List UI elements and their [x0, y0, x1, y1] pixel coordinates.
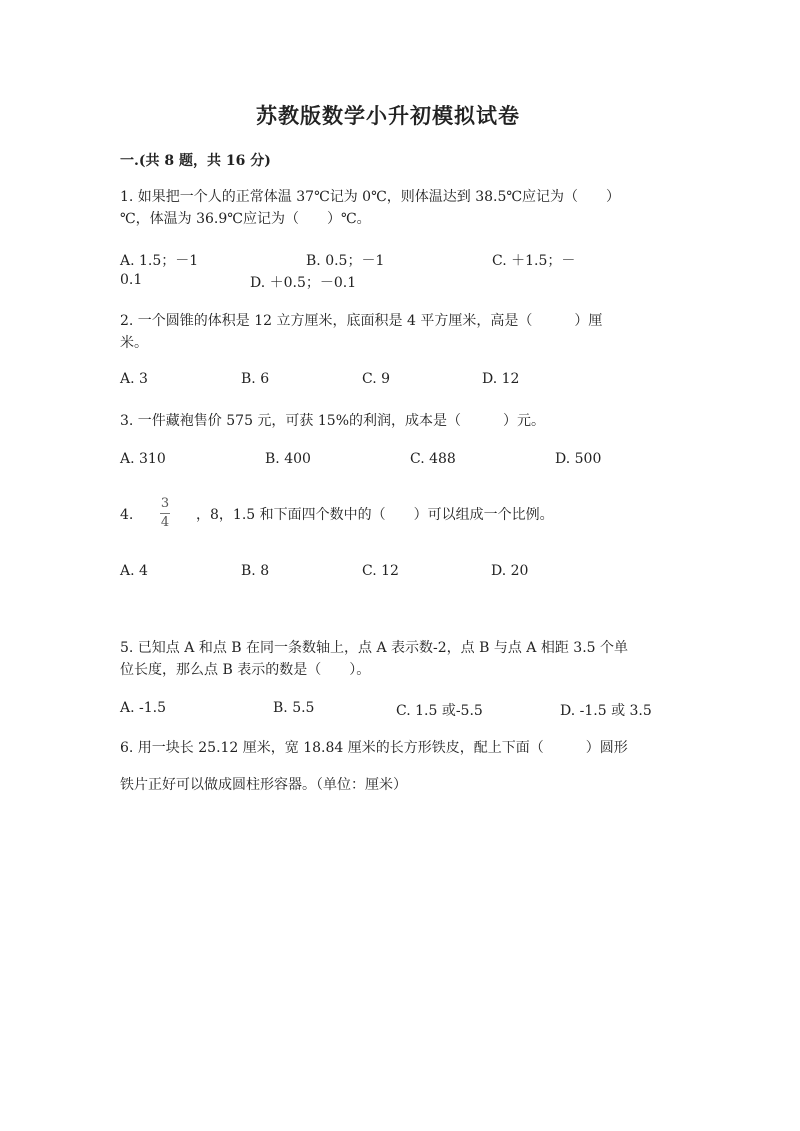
question-1-line-2: ℃，体温为 36.9℃应记为（ ）℃。 [120, 211, 371, 227]
question-5-option-d: D. -1.5 或 3.5 [560, 703, 652, 719]
question-3-option-a: A. 310 [120, 451, 166, 467]
question-5-option-b: B. 5.5 [273, 700, 315, 716]
question-3-option-d: D. 500 [555, 451, 602, 467]
question-2-line-1: 2. 一个圆锥的体积是 12 立方厘米，底面积是 4 平方厘米，高是（ ）厘 [120, 313, 603, 329]
question-6-line-1: 6. 用一块长 25.12 厘米，宽 18.84 厘米的长方形铁皮，配上下面（ ）圆形 [120, 740, 628, 756]
question-5-option-c: C. 1.5 或-5.5 [396, 703, 483, 719]
question-2-option-d: D. 12 [482, 371, 520, 387]
question-1-option-c-continued: 0.1 [120, 272, 143, 288]
question-1-option-d: D. ＋0.5；－0.1 [250, 275, 357, 291]
question-3-option-c: C. 488 [410, 451, 456, 467]
fraction-denominator: 4 [160, 515, 170, 530]
question-2-line-2: 米。 [120, 335, 148, 351]
fraction-bar [160, 513, 170, 514]
question-5-line-1: 5. 已知点 A 和点 B 在同一条数轴上，点 A 表示数-2，点 B 与点 A 相距 3.5 个单 [120, 640, 629, 656]
question-4-number: 4. [120, 507, 134, 523]
fraction-three-quarters [160, 497, 170, 530]
question-1-option-b: B. 0.5；－1 [306, 253, 385, 269]
section-heading: 一.(共 8 题，共 16 分) [120, 153, 271, 169]
question-5-line-2: 位长度，那么点 B 表示的数是（ ）。 [120, 662, 371, 678]
question-4-option-b: B. 8 [241, 563, 270, 579]
question-4-text: ，8，1.5 和下面四个数中的（ ）可以组成一个比例。 [196, 507, 554, 523]
fraction-numerator: 3 [160, 496, 170, 511]
page-title: 苏教版数学小升初模拟试卷 [256, 103, 520, 128]
question-2-option-c: C. 9 [362, 371, 391, 387]
question-1-line-1: 1. 如果把一个人的正常体温 37℃记为 0℃，则体温达到 38.5℃应记为（ ） [120, 189, 621, 205]
question-5-option-a: A. -1.5 [120, 700, 167, 716]
question-2-option-a: A. 3 [120, 371, 148, 387]
question-2-option-b: B. 6 [241, 371, 270, 387]
question-3-line-1: 3. 一件藏袍售价 575 元，可获 15%的利润，成本是（ ）元。 [120, 413, 545, 429]
question-1-option-a: A. 1.5；－1 [120, 253, 199, 269]
question-4-option-a: A. 4 [120, 563, 148, 579]
question-4-option-d: D. 20 [491, 563, 529, 579]
question-3-option-b: B. 400 [265, 451, 311, 467]
question-4-option-c: C. 12 [362, 563, 399, 579]
question-1-option-c: C. ＋1.5；－ [492, 253, 576, 269]
question-6-line-2: 铁片正好可以做成圆柱形容器。（单位：厘米） [120, 777, 407, 793]
